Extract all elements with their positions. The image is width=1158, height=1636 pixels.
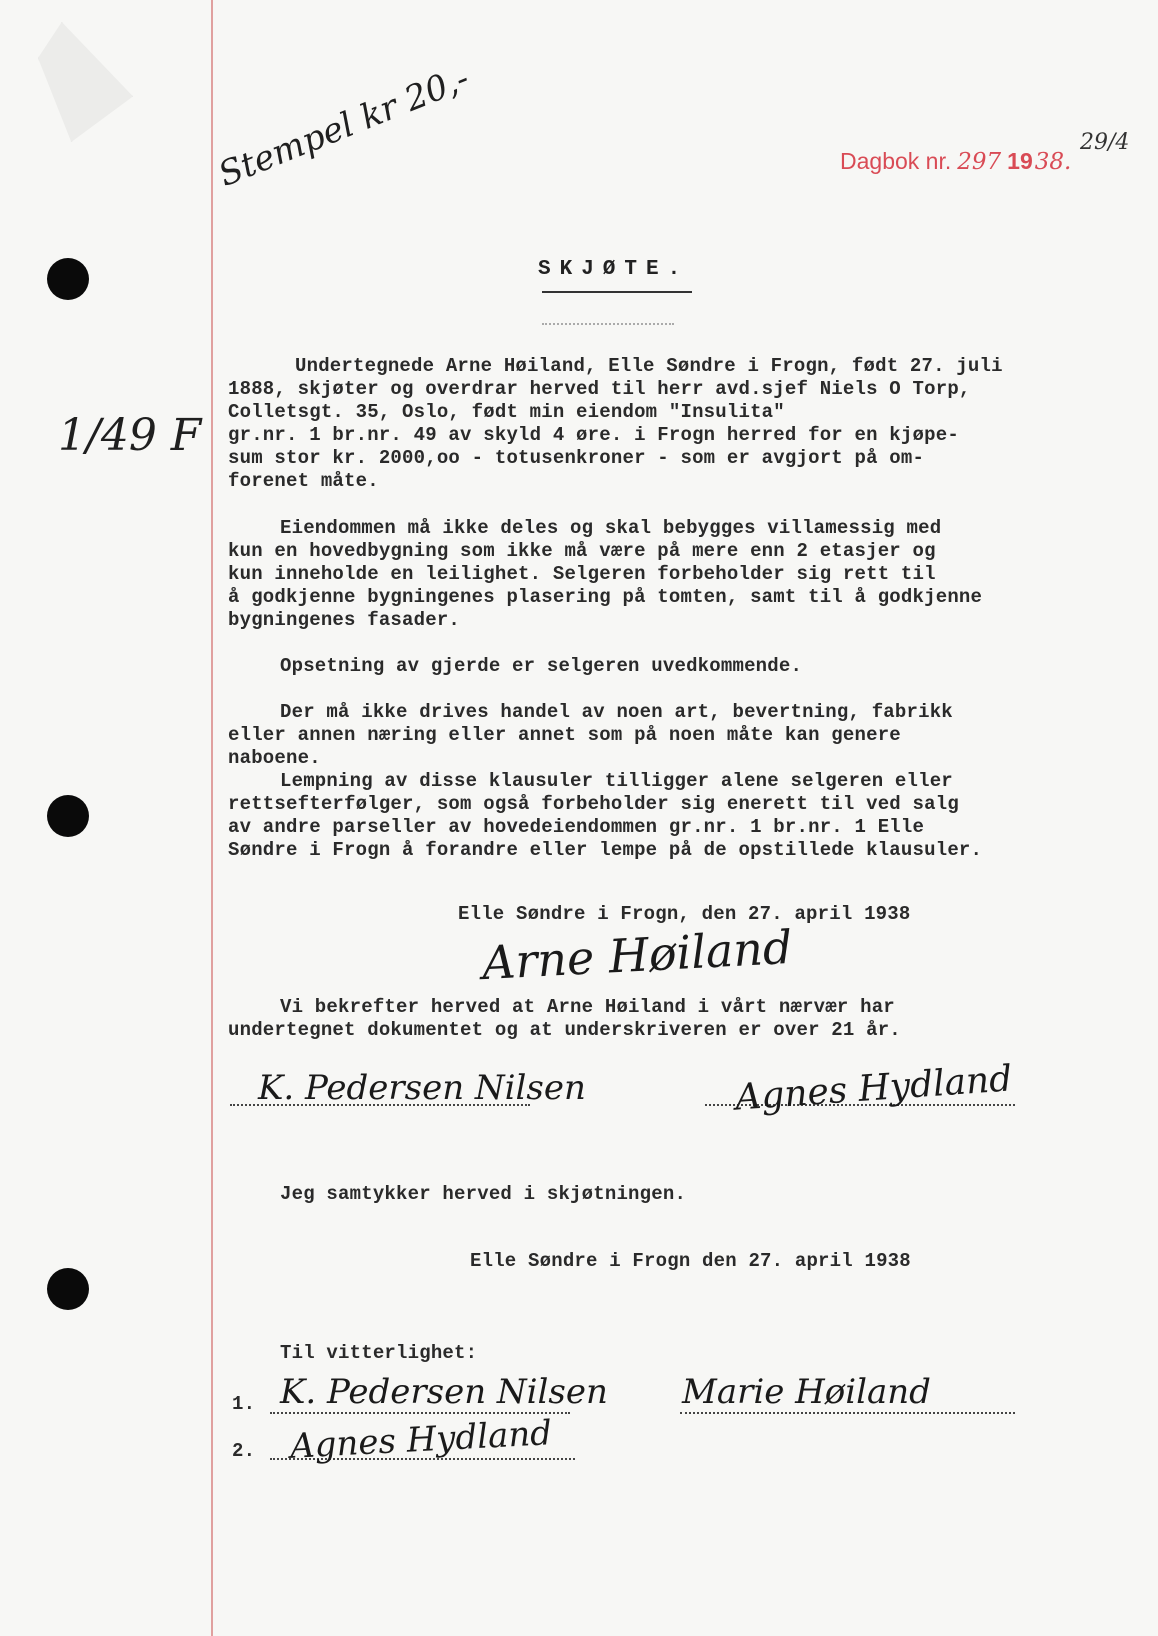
attestation-number: 2. [232, 1440, 256, 1462]
p2-line: kun inneholde en leilighet. Selgeren forbeholder sig rett til [228, 563, 936, 585]
punch-hole-bottom [47, 1268, 89, 1310]
p1-line: gr.nr. 1 br.nr. 49 av skyld 4 øre. i Frogn herred for en kjøpe- [228, 424, 959, 446]
diary-year-prefix: 19 [1007, 148, 1033, 174]
diary-label: Dagbok nr. [840, 148, 952, 174]
consent-line: Jeg samtykker herved i skjøtningen. [280, 1183, 687, 1205]
consenting-signature: Marie Høiland [682, 1372, 931, 1412]
attestation-number: 1. [232, 1393, 256, 1415]
p2-line: Eiendommen må ikke deles og skal bebygges villamessig med [280, 517, 942, 539]
seller-signature: Arne Høiland [480, 919, 794, 991]
p5-line: av andre parseller av hovedeiendommen gr.nr. 1 br.nr. 1 Elle [228, 816, 925, 838]
document-title: SKJØTE. [538, 258, 690, 281]
attestation-signature: K. Pedersen Nilsen [280, 1372, 608, 1412]
title-dotted-line [542, 323, 674, 325]
property-reference-note: 1/49 F [58, 410, 202, 461]
p3-line: Opsetning av gjerde er selgeren uvedkommende. [280, 655, 803, 677]
diary-number: 297 [957, 149, 1002, 175]
p1-line: 1888, skjøter og overdrar herved til herr avd.sjef Niels O Torp, [228, 378, 971, 400]
p5-line: rettsefterfølger, som også forbeholder sig enerett til ved salg [228, 793, 959, 815]
attestation-signature: Agnes Hydland [289, 1413, 553, 1467]
p5-line: Lempning av disse klausuler tilligger alene selgeren eller [280, 770, 953, 792]
punch-hole-middle [47, 795, 89, 837]
p2-line: å godkjenne bygningenes plasering på tomten, samt til å godkjenne [228, 586, 983, 608]
title-underline [542, 291, 692, 293]
consenting-signature-line [680, 1412, 1015, 1414]
attestation-label: Til vitterlighet: [280, 1342, 478, 1364]
witness-statement-line: undertegnet dokumentet og at underskriveren er over 21 år. [228, 1019, 901, 1041]
p1-line: Colletsgt. 35, Oslo, født min eiendom "Insulita" [228, 401, 785, 423]
witness-signature-left: K. Pedersen Nilsen [258, 1068, 586, 1108]
p1-line: Undertegnede Arne Høiland, Elle Søndre i Frogn, født 27. juli [295, 355, 1003, 377]
p4-line: Der må ikke drives handel av noen art, bevertning, fabrikk [280, 701, 953, 723]
place-date-line-2: Elle Søndre i Frogn den 27. april 1938 [470, 1250, 911, 1272]
p5-line: Søndre i Frogn å forandre eller lempe på de opstillede klausuler. [228, 839, 983, 861]
diary-year-suffix: 38. [1034, 149, 1072, 175]
p1-line: forenet måte. [228, 470, 379, 492]
diary-date-note: 29/4 [1080, 130, 1130, 155]
p4-line: eller annen næring eller annet som på noen måte kan genere [228, 724, 901, 746]
witness-signature-right: Agnes Hydland [733, 1058, 1014, 1119]
witness-statement-line: Vi bekrefter herved at Arne Høiland i vårt nærvær har [280, 996, 895, 1018]
p4-line: naboene. [228, 747, 321, 769]
punch-hole-top [47, 258, 89, 300]
diary-number-stamp [840, 148, 1077, 175]
place-date-line: Elle Søndre i Frogn, den 27. april 1938 [458, 903, 911, 925]
folded-corner [38, 22, 133, 142]
margin-rule [211, 0, 213, 1636]
stamp-fee-note: Stempel kr 20,- [213, 58, 475, 195]
p2-line: kun en hovedbygning som ikke må være på mere enn 2 etasjer og [228, 540, 936, 562]
p1-line: sum stor kr. 2000,oo - totusenkroner - som er avgjort på om- [228, 447, 925, 469]
p2-line: bygningenes fasader. [228, 609, 461, 631]
